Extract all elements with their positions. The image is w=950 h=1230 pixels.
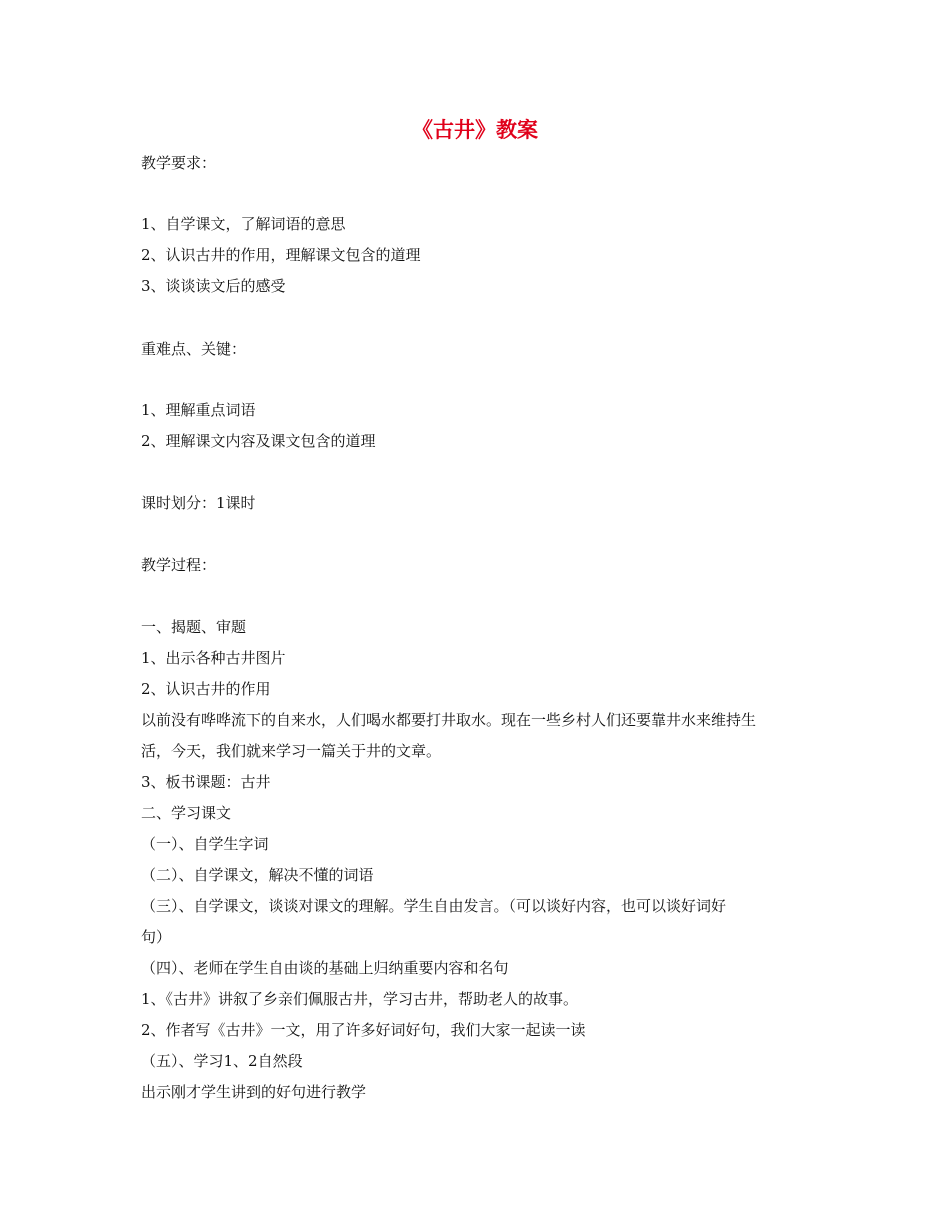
key-point-item-2: 2、理解课文内容及课文包含的道理 <box>141 432 376 450</box>
process-line: 活，今天，我们就来学习一篇关于井的文章。 <box>141 742 442 760</box>
process-line: 以前没有哗哗流下的自来水，人们喝水都要打井取水。现在一些乡村人们还要靠井水来维持生 <box>141 711 757 729</box>
process-line: 2、认识古井的作用 <box>141 680 271 698</box>
process-line: 出示刚才学生讲到的好句进行教学 <box>141 1083 367 1101</box>
requirement-item-1: 1、自学课文，了解词语的意思 <box>141 215 346 233</box>
key-point-item-1: 1、理解重点词语 <box>141 401 256 419</box>
requirement-item-2: 2、认识古井的作用，理解课文包含的道理 <box>141 246 421 264</box>
process-line: 句） <box>141 928 172 946</box>
process-line: 1、出示各种古井图片 <box>141 649 286 667</box>
process-line: 1、《古井》讲叙了乡亲们佩服古井，学习古井，帮助老人的故事。 <box>141 990 579 1008</box>
process-line: 3、板书课题：古井 <box>141 773 271 791</box>
process-line: （四）、老师在学生自由谈的基础上归纳重要内容和名句 <box>141 959 509 977</box>
process-line: 2、作者写《古井》一文，用了许多好词好句，我们大家一起读一读 <box>141 1021 586 1039</box>
section-heading-periods: 课时划分：1课时 <box>141 494 256 512</box>
process-line: 二、学习课文 <box>141 804 232 822</box>
process-line: （五）、学习1、2自然段 <box>141 1052 303 1070</box>
process-line: （二）、自学课文，解决不懂的词语 <box>141 866 374 884</box>
process-line: 一、揭题、审题 <box>141 618 247 636</box>
document-title: 《古井》教案 <box>412 117 538 142</box>
process-line: （一）、自学生字词 <box>141 835 269 853</box>
process-line: （三）、自学课文，谈谈对课文的理解。学生自由发言。（可以谈好内容，也可以谈好词好 <box>141 897 727 915</box>
section-heading-key-points: 重难点、关键： <box>141 340 247 358</box>
section-heading-process: 教学过程： <box>141 556 217 574</box>
requirement-item-3: 3、谈谈读文后的感受 <box>141 277 286 295</box>
section-heading-requirements: 教学要求： <box>141 154 217 172</box>
